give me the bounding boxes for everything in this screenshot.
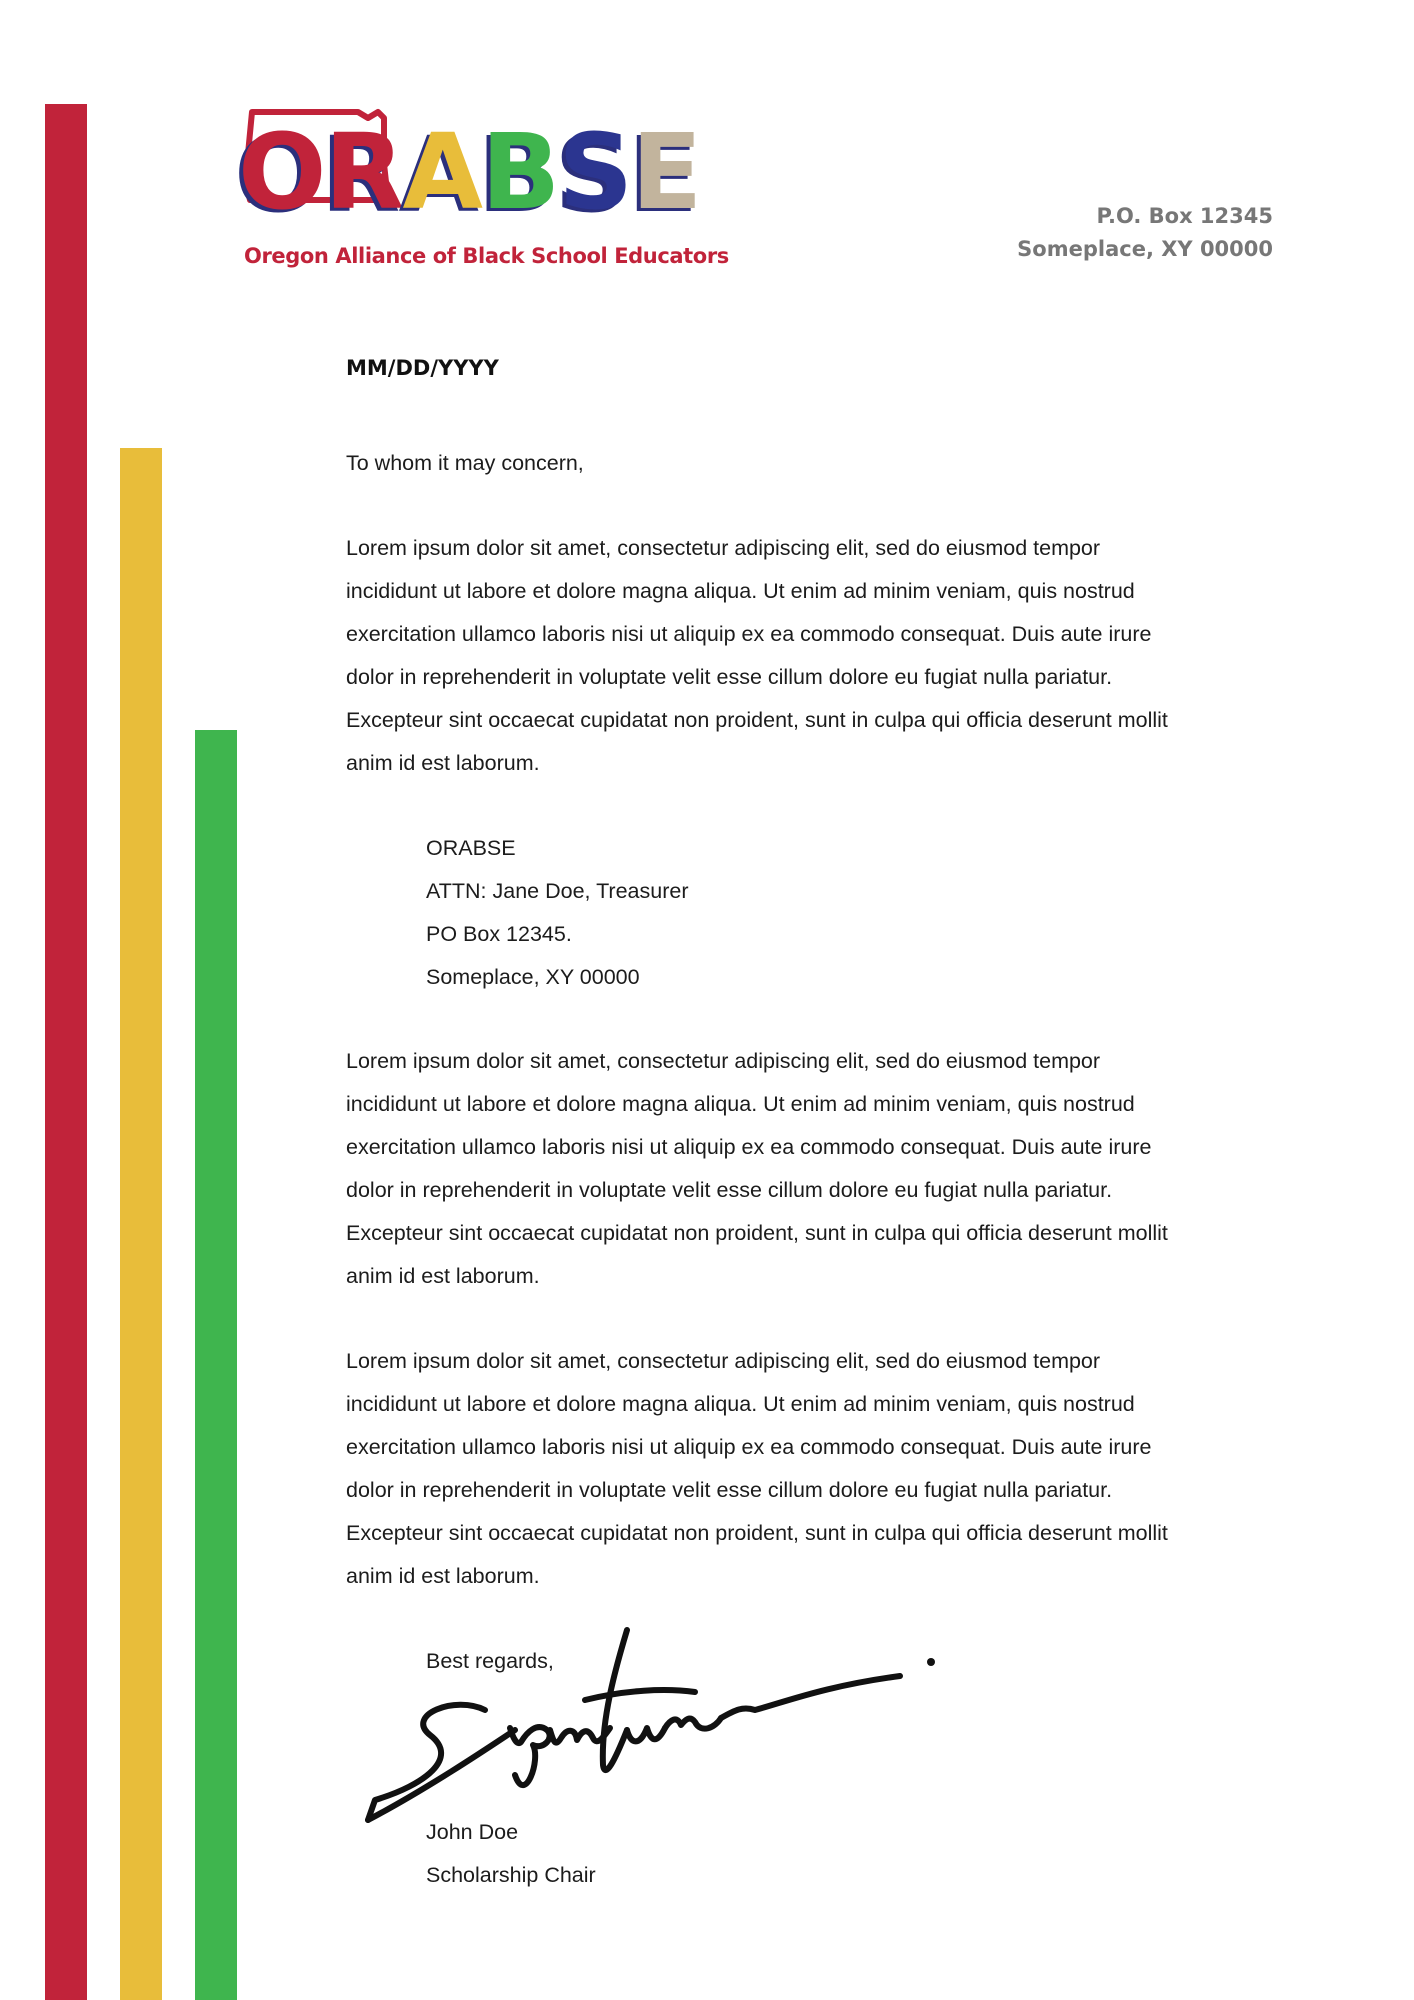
paragraph-line: dolor in reprehenderit in voluptate velit esse cillum dolore eu fugiat nulla pariatur.	[346, 1478, 1113, 1502]
signature-image	[365, 1610, 945, 1830]
signer-title: Scholarship Chair	[426, 1863, 596, 1887]
signer-block	[426, 1811, 596, 1897]
paragraph-line: Excepteur sint occaecat cupidatat non proident, sunt in culpa qui officia deserunt mollit	[346, 708, 1168, 732]
logo-letter-e: E	[631, 111, 701, 233]
return-address-line: Someplace, XY 00000	[1017, 237, 1273, 261]
paragraph-line: dolor in reprehenderit in voluptate velit esse cillum dolore eu fugiat nulla pariatur.	[346, 1178, 1113, 1202]
logo-subtitle: Oregon Alliance of Black School Educators	[244, 244, 729, 268]
return-address	[1017, 200, 1273, 266]
yellow-stripe	[120, 448, 162, 2000]
logo-letter-o: O	[238, 111, 325, 233]
body-paragraph-3	[346, 1340, 1266, 1598]
paragraph-line: anim id est laborum.	[346, 1264, 540, 1288]
green-stripe	[195, 730, 237, 2000]
logo-letter-a: A	[402, 111, 482, 233]
recipient-line: ORABSE	[426, 836, 516, 860]
recipient-address	[426, 827, 688, 999]
paragraph-line: exercitation ullamco laboris nisi ut aliquip ex ea commodo consequat. Duis aute irure	[346, 622, 1152, 646]
red-stripe	[45, 104, 87, 2000]
closing: Best regards,	[426, 1649, 554, 1673]
paragraph-line: Excepteur sint occaecat cupidatat non proident, sunt in culpa qui officia deserunt mollit	[346, 1221, 1168, 1245]
salutation: To whom it may concern,	[346, 451, 584, 475]
signature-text: Signature	[365, 1610, 370, 1611]
recipient-line: PO Box 12345.	[426, 922, 572, 946]
recipient-line: Someplace, XY 00000	[426, 965, 640, 989]
paragraph-line: exercitation ullamco laboris nisi ut aliquip ex ea commodo consequat. Duis aute irure	[346, 1135, 1152, 1159]
paragraph-line: dolor in reprehenderit in voluptate velit esse cillum dolore eu fugiat nulla pariatur.	[346, 665, 1113, 689]
recipient-line: ATTN: Jane Doe, Treasurer	[426, 879, 689, 903]
paragraph-line: incididunt ut labore et dolore magna aliqua. Ut enim ad minim veniam, quis nostrud	[346, 579, 1135, 603]
paragraph-line: anim id est laborum.	[346, 751, 540, 775]
paragraph-line: anim id est laborum.	[346, 1564, 540, 1588]
paragraph-line: Lorem ipsum dolor sit amet, consectetur adipiscing elit, sed do eiusmod tempor	[346, 1349, 1101, 1373]
return-address-line: P.O. Box 12345	[1096, 204, 1273, 228]
logo-letter-s: S	[558, 111, 632, 233]
logo-letter-r: R	[324, 111, 403, 233]
paragraph-line: Lorem ipsum dolor sit amet, consectetur adipiscing elit, sed do eiusmod tempor	[346, 1049, 1101, 1073]
paragraph-line: incididunt ut labore et dolore magna aliqua. Ut enim ad minim veniam, quis nostrud	[346, 1392, 1135, 1416]
paragraph-line: Lorem ipsum dolor sit amet, consectetur adipiscing elit, sed do eiusmod tempor	[346, 536, 1101, 560]
paragraph-line: incididunt ut labore et dolore magna aliqua. Ut enim ad minim veniam, quis nostrud	[346, 1092, 1135, 1116]
body-paragraph-2	[346, 1040, 1266, 1298]
paragraph-line: Excepteur sint occaecat cupidatat non proident, sunt in culpa qui officia deserunt mollit	[346, 1521, 1168, 1545]
orabse-logo	[238, 104, 729, 274]
letter-date: MM/DD/YYYY	[346, 356, 499, 380]
logo-letter-b: B	[481, 111, 559, 233]
signer-name: John Doe	[426, 1820, 519, 1844]
body-paragraph-1	[346, 527, 1266, 785]
logo-wordmark	[238, 111, 701, 233]
paragraph-line: exercitation ullamco laboris nisi ut aliquip ex ea commodo consequat. Duis aute irure	[346, 1435, 1152, 1459]
